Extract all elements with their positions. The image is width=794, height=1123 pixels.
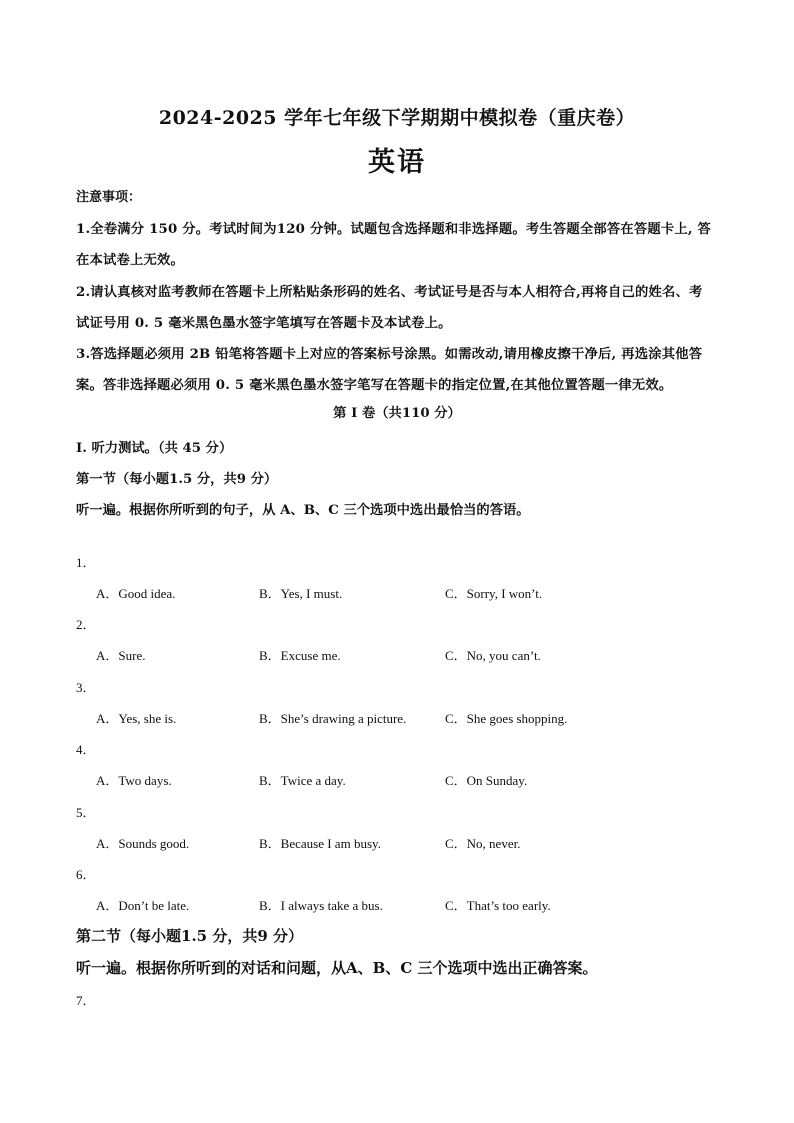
option-b: B．I always take a bus. — [259, 898, 383, 913]
option-b: B．Excuse me. — [259, 648, 341, 663]
option-a: A．Sounds good. — [96, 836, 190, 851]
note-line-6: 案。答非选择题必须用 0. 5 毫米黑色墨水签字笔写在答题卡的指定位置,在其他位置答题一律无效。 — [76, 378, 673, 393]
exam-title: 2024-2025 学年七年级下学期期中模拟卷（重庆卷） — [158, 107, 636, 129]
question-number: 4． — [76, 742, 96, 757]
subject-title: 英语 — [368, 147, 426, 178]
note-line-5: 3.答选择题必须用 2B 铅笔将答题卡上对应的答案标号涂黑。如需改动,请用橡皮擦干净后, 再选涂其他答 — [76, 347, 703, 362]
option-b: B．Because I am busy. — [259, 836, 381, 851]
notes-heading: 注意事项： — [76, 190, 142, 205]
question-number: 1． — [76, 555, 96, 570]
question-number: 7． — [76, 993, 96, 1008]
question-number: 6． — [76, 867, 96, 882]
option-c: C．That’s too early. — [445, 898, 551, 913]
option-c: C．No, never. — [445, 836, 521, 851]
part-heading: 第 I 卷（共110 分） — [333, 406, 461, 421]
option-b: B．She’s drawing a picture. — [259, 711, 407, 726]
note-line-1: 1.全卷满分 150 分。考试时间为120 分钟。试题包含选择题和非选择题。考生答题全部答在答题卡上, 答 — [76, 222, 712, 237]
option-a: A．Don’t be late. — [96, 898, 190, 913]
option-a: A．Good idea. — [96, 586, 176, 601]
question-number: 5． — [76, 805, 96, 820]
listening-section-heading: Ⅰ. 听力测试。（共 45 分） — [76, 441, 233, 456]
note-line-4: 试证号用 0. 5 毫米黑色墨水签字笔填写在答题卡及本试卷上。 — [76, 316, 452, 331]
section2-instruction: 听一遍。根据你所听到的对话和问题，从A、B、C 三个选项中选出正确答案。 — [76, 959, 598, 977]
option-c: C．Sorry, I won’t. — [445, 586, 543, 601]
question-number: 3． — [76, 680, 96, 695]
section1-heading: 第一节（每小题1.5 分，共9 分） — [76, 472, 278, 487]
section2-heading: 第二节（每小题1.5 分，共9 分） — [76, 927, 303, 945]
note-line-2: 在本试卷上无效。 — [76, 253, 184, 268]
option-c: C．She goes shopping. — [445, 711, 568, 726]
option-a: A．Sure. — [96, 648, 146, 663]
note-line-3: 2.请认真核对监考教师在答题卡上所粘贴条形码的姓名、考试证号是否与本人相符合,再将自己的姓名、考 — [76, 285, 703, 300]
section1-instruction: 听一遍。根据你所听到的句子，从 A、B、C 三个选项中选出最恰当的答语。 — [76, 503, 530, 518]
option-b: B．Twice a day. — [259, 773, 346, 788]
option-c: C．No, you can’t. — [445, 648, 541, 663]
question-number: 2． — [76, 617, 96, 632]
option-b: B．Yes, I must. — [259, 586, 343, 601]
option-a: A．Two days. — [96, 773, 172, 788]
option-a: A．Yes, she is. — [96, 711, 177, 726]
option-c: C．On Sunday. — [445, 773, 528, 788]
